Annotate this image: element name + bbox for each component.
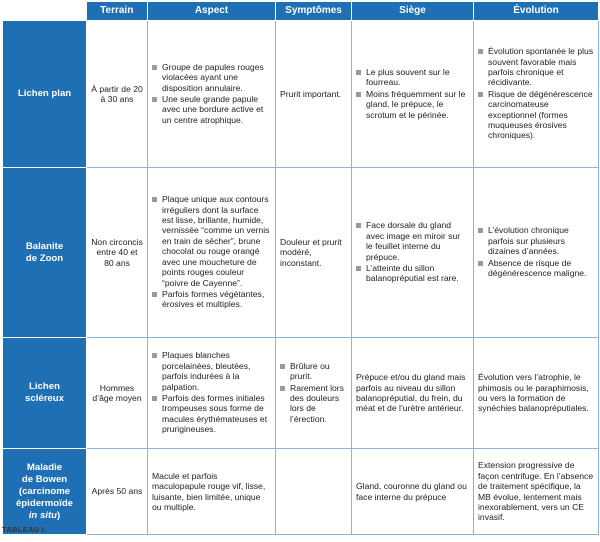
list-item: Plaques blanches porcelainées, bleutées, parfois indurées à la palpation. bbox=[152, 350, 271, 392]
table-row bbox=[3, 168, 599, 338]
list-item: Parfois des formes initiales trompeuses sous forme de macules érythémateuses et prurigineuses. bbox=[152, 393, 271, 435]
list-item: Moins fréquemment sur le gland, le prépuce, le scrotum et le périnée. bbox=[356, 89, 469, 120]
row-label: Lichen scléreux bbox=[3, 338, 87, 449]
row-label: Balanite de Zoon bbox=[3, 168, 87, 338]
cell-evolution bbox=[474, 21, 599, 168]
cell-siege bbox=[352, 21, 474, 168]
header-row bbox=[3, 2, 599, 21]
table-row bbox=[3, 21, 599, 168]
cell-symptomes bbox=[276, 449, 352, 535]
corner-cell bbox=[3, 2, 87, 21]
list-item: L’atteinte du sillon balanopréputial est rare. bbox=[356, 263, 469, 284]
cell-evolution: Évolution vers l’atrophie, le phimosis ou le paraphimosis, ou vers la formation de synéchies balanopréputiales. bbox=[474, 338, 599, 449]
list-item: Rarement lors des douleurs lors de l’érection. bbox=[280, 383, 347, 425]
table-caption: TABLEAU I. bbox=[2, 525, 47, 534]
table-row bbox=[3, 449, 599, 535]
list-item: Plaque unique aux contours irréguliers dont la surface est lisse, brillante, humide, vernissée “comme un vernis en train de sécher”, brune chocolat ou rouge orangé avec une moucheture de points rouges couleur “poivre de Cayenne”. bbox=[152, 194, 271, 288]
cell-evolution: Extension progressive de façon centrifuge. En l’absence de traitement spécifique, la MB évolue, lentement mais inexorablement, vers un CE invasif. bbox=[474, 449, 599, 535]
list-item: Une seule grande papule avec une bordure active et un centre atrophique. bbox=[152, 94, 271, 125]
cell-aspect bbox=[148, 168, 276, 338]
cell-terrain: Non circoncis entre 40 et 80 ans bbox=[87, 168, 148, 338]
cell-siege: Prépuce et/ou du gland mais parfois au niveau du sillon balanopréputial, du frein, du méat et de l’urètre antérieur. bbox=[352, 338, 474, 449]
list-item: Absence de risque de dégénérescence maligne. bbox=[478, 258, 594, 279]
header-symptomes: Symptômes bbox=[276, 2, 352, 21]
cell-aspect: Macule et parfois maculopapule rouge vif, lisse, luisante, bien limitée, unique ou multiple. bbox=[148, 449, 276, 535]
table-row bbox=[3, 338, 599, 449]
cell-terrain: À partir de 20 à 30 ans bbox=[87, 21, 148, 168]
header-aspect: Aspect bbox=[148, 2, 276, 21]
cell-aspect bbox=[148, 21, 276, 168]
comparison-table bbox=[2, 2, 599, 535]
list-item: Groupe de papules rouges violacées ayant une disposition annulaire. bbox=[152, 62, 271, 93]
list-item: Évolution spontanée le plus souvent favorable mais parfois chronique et récidivante. bbox=[478, 46, 594, 88]
cell-terrain: Hommes d’âge moyen bbox=[87, 338, 148, 449]
cell-symptomes: Prurit important. bbox=[276, 21, 352, 168]
header-evolution: Évolution bbox=[474, 2, 599, 21]
cell-aspect bbox=[148, 338, 276, 449]
cell-terrain: Après 50 ans bbox=[87, 449, 148, 535]
row-label: Maladie de Bowen (carcinome épidermoïde in situ) bbox=[3, 449, 87, 535]
row-label: Lichen plan bbox=[3, 21, 87, 168]
list-item: Risque de dégénérescence carcinomateuse exceptionnel (formes muqueuses érosives chroniques). bbox=[478, 89, 594, 141]
cell-symptomes: Douleur et prurit modéré, inconstant. bbox=[276, 168, 352, 338]
list-item: Brûlure ou prurit. bbox=[280, 361, 347, 382]
header-terrain: Terrain bbox=[87, 2, 148, 21]
list-item: Face dorsale du gland avec image en miroir sur le feuillet interne du prépuce. bbox=[356, 220, 469, 262]
list-item: Le plus souvent sur le fourreau. bbox=[356, 67, 469, 88]
cell-siege bbox=[352, 168, 474, 338]
cell-symptomes bbox=[276, 338, 352, 449]
cell-evolution bbox=[474, 168, 599, 338]
header-siege: Siège bbox=[352, 2, 474, 21]
cell-siege: Gland, couronne du gland ou face interne du prépuce bbox=[352, 449, 474, 535]
list-item: Parfois formes végétantes, érosives et multiples. bbox=[152, 289, 271, 310]
list-item: L’évolution chronique parfois sur plusieurs dizaines d’années. bbox=[478, 225, 594, 256]
